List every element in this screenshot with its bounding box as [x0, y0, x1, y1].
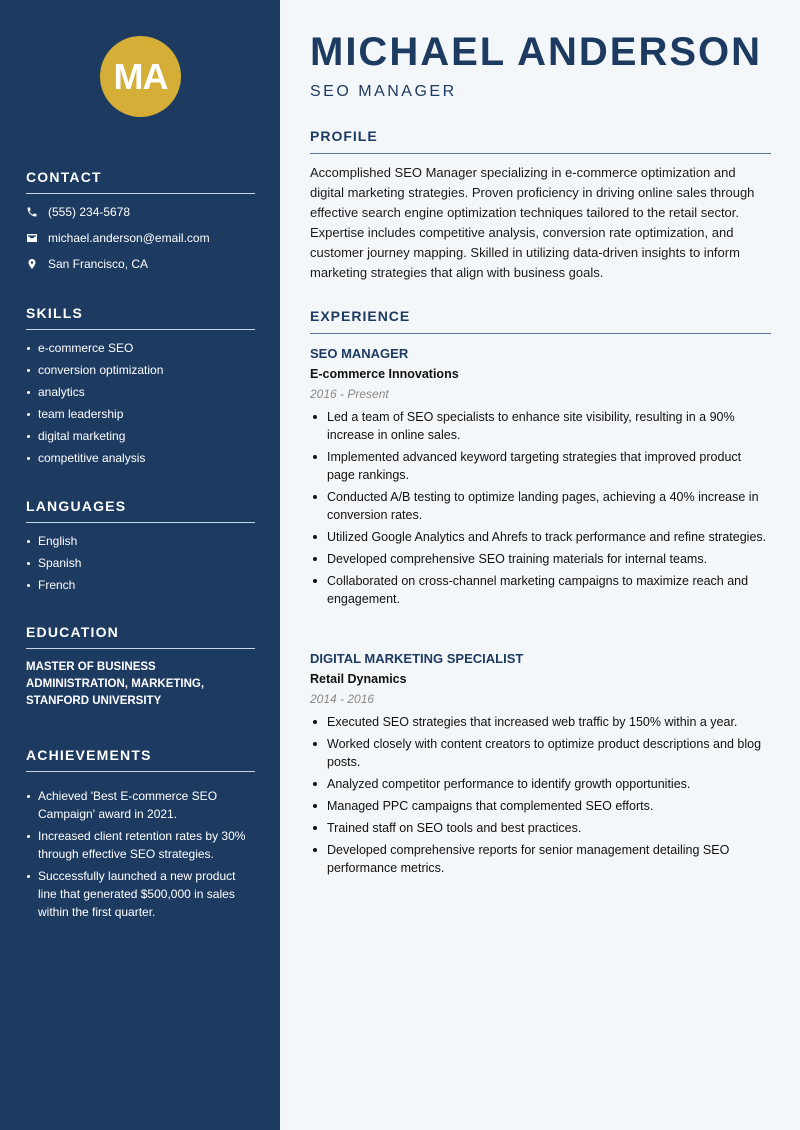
- job-bullet: Conducted A/B testing to optimize landing pages, achieving a 40% increase in conversion rates.: [310, 488, 771, 524]
- skill-item: analytics: [26, 383, 255, 401]
- achievements-heading: ACHIEVEMENTS: [26, 747, 255, 772]
- email-icon: [26, 232, 38, 244]
- profile-heading: PROFILE: [310, 128, 771, 154]
- job-bullet: Trained staff on SEO tools and best practices.: [310, 819, 771, 837]
- achievements-list: [26, 787, 255, 925]
- contact-phone: [26, 205, 130, 219]
- skill-item: e-commerce SEO: [26, 339, 255, 357]
- experience-heading: EXPERIENCE: [310, 308, 771, 334]
- job-bullet: Implemented advanced keyword targeting strategies that improved product page rankings.: [310, 448, 771, 484]
- phone-text: (555) 234-5678: [48, 205, 131, 219]
- job-bullet: Led a team of SEO specialists to enhance site visibility, resulting in a 90% increase in online sales.: [310, 408, 771, 444]
- sidebar: [0, 0, 280, 1130]
- phone-icon: [26, 206, 38, 218]
- skills-list: [26, 339, 255, 471]
- profile-text: Accomplished SEO Manager specializing in e-commerce optimization and digital marketing strategies. Proven proficiency in driving online sales through effective search engine optimization techniques tailored to the retail sector. Expertise includes competitive analysis, conversion rate optimization, and customer journey mapping. Skilled in utilizing data-driven insights to inform marketing strategies that align with business goals.: [310, 165, 755, 280]
- job-bullet: Developed comprehensive reports for senior management detailing SEO performance metrics.: [310, 841, 771, 877]
- education-entry: MASTER OF BUSINESS ADMINISTRATION, MARKETING, STANFORD UNIVERSITY: [26, 661, 205, 707]
- contact-location: [26, 257, 148, 271]
- job-title: DIGITAL MARKETING SPECIALIST: [310, 651, 524, 666]
- job-bullet: Executed SEO strategies that increased web traffic by 150% within a year.: [310, 713, 771, 731]
- job-bullet: Analyzed competitor performance to identify growth opportunities.: [310, 775, 771, 793]
- job-entry: [310, 651, 771, 881]
- email-text: michael.anderson@email.com: [48, 231, 210, 245]
- language-item: French: [26, 576, 255, 594]
- job-dates: 2014 - 2016: [310, 692, 375, 706]
- job-bullets: [310, 713, 771, 877]
- job-bullet: Managed PPC campaigns that complemented SEO efforts.: [310, 797, 771, 815]
- achievement-item: Achieved 'Best E-commerce SEO Campaign' award in 2021.: [26, 787, 255, 823]
- skill-item: competitive analysis: [26, 449, 255, 467]
- language-item: English: [26, 532, 255, 550]
- education-heading: EDUCATION: [26, 624, 255, 649]
- job-bullet: Utilized Google Analytics and Ahrefs to track performance and refine strategies.: [310, 528, 771, 546]
- skill-item: digital marketing: [26, 427, 255, 445]
- skills-heading: SKILLS: [26, 305, 255, 330]
- candidate-name: MICHAEL ANDERSON: [310, 30, 763, 74]
- job-company: Retail Dynamics: [310, 672, 407, 686]
- skill-item: team leadership: [26, 405, 255, 423]
- job-entry: [310, 346, 771, 612]
- contact-email: [26, 231, 210, 245]
- contact-heading: CONTACT: [26, 169, 255, 194]
- job-dates: 2016 - Present: [310, 387, 389, 401]
- job-company: E-commerce Innovations: [310, 367, 459, 381]
- job-bullet: Collaborated on cross-channel marketing campaigns to maximize reach and engagement.: [310, 572, 771, 608]
- location-text: San Francisco, CA: [48, 257, 149, 271]
- languages-heading: LANGUAGES: [26, 498, 255, 523]
- achievement-item: Increased client retention rates by 30% through effective SEO strategies.: [26, 827, 255, 863]
- skill-item: conversion optimization: [26, 361, 255, 379]
- avatar-initials: MA: [100, 36, 181, 117]
- language-item: Spanish: [26, 554, 255, 572]
- job-title: SEO MANAGER: [310, 346, 409, 361]
- candidate-role: SEO MANAGER: [310, 83, 457, 100]
- job-bullet: Developed comprehensive SEO training materials for internal teams.: [310, 550, 771, 568]
- achievement-item: Successfully launched a new product line that generated $500,000 in sales within the first quarter.: [26, 867, 255, 921]
- job-bullet: Worked closely with content creators to optimize product descriptions and blog posts.: [310, 735, 771, 771]
- location-pin-icon: [26, 258, 38, 270]
- languages-list: [26, 532, 255, 598]
- job-bullets: [310, 408, 771, 608]
